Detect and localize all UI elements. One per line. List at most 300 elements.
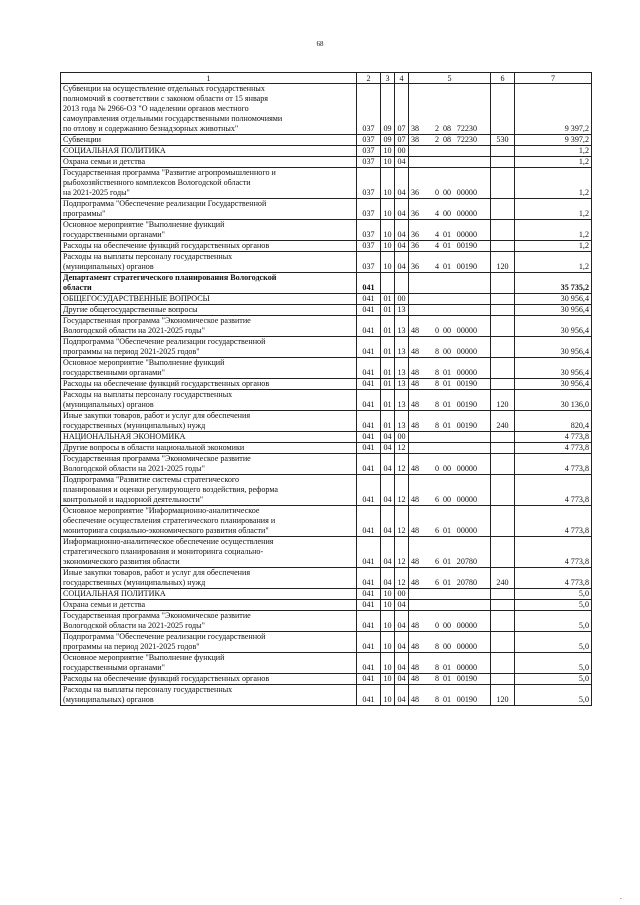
target-event: 01 [442, 578, 452, 587]
row-name-cell: СОЦИАЛЬНАЯ ПОЛИТИКА [61, 146, 357, 157]
row-rz-cell: 01 [381, 411, 395, 432]
row-ved-cell: 041 [357, 358, 381, 379]
table-row [61, 135, 592, 146]
target-program: 48 [411, 400, 420, 409]
target-program: 48 [411, 557, 420, 566]
row-sum-cell: 5,0 [515, 611, 592, 632]
target-event: 00 [442, 642, 452, 651]
row-vr-cell [491, 632, 515, 653]
table-row [61, 157, 592, 168]
row-name-cell: Основное мероприятие "Выполнение функций государственными органами" [61, 358, 357, 379]
row-ved-cell: 041 [357, 443, 381, 454]
table-row [61, 168, 592, 199]
row-ved-cell: 041 [357, 337, 381, 358]
target-event: 00 [442, 326, 452, 335]
row-rz-cell: 04 [381, 443, 395, 454]
row-pr-cell: 12 [395, 568, 409, 589]
target-subprogram: 8 [434, 368, 440, 377]
row-target-cell [409, 273, 491, 294]
row-pr-cell: 13 [395, 411, 409, 432]
target-program: 48 [411, 421, 420, 430]
target-program: 48 [411, 326, 420, 335]
row-rz-cell: 04 [381, 506, 395, 537]
target-event: 00 [442, 495, 452, 504]
row-sum-cell: 9 397,2 [515, 84, 592, 135]
target-subprogram: 6 [434, 526, 440, 535]
row-rz-cell: 04 [381, 537, 395, 568]
row-sum-cell: 5,0 [515, 674, 592, 685]
row-vr-cell [491, 379, 515, 390]
target-subprogram: 4 [434, 241, 440, 250]
row-target-cell [409, 390, 491, 411]
target-direction: 00000 [456, 495, 477, 504]
row-sum-cell: 4 773,8 [515, 537, 592, 568]
table-row [61, 316, 592, 337]
target-subprogram: 8 [434, 674, 440, 683]
row-rz-cell: 10 [381, 252, 395, 273]
target-program: 38 [411, 124, 420, 133]
row-pr-cell: 13 [395, 379, 409, 390]
row-pr-cell: 04 [395, 611, 409, 632]
row-vr-cell: 120 [491, 252, 515, 273]
row-sum-cell: 1,2 [515, 199, 592, 220]
target-direction: 00190 [456, 400, 477, 409]
row-vr-cell [491, 611, 515, 632]
row-vr-cell: 120 [491, 390, 515, 411]
target-program: 48 [411, 642, 420, 651]
row-vr-cell [491, 537, 515, 568]
row-pr-cell: 04 [395, 600, 409, 611]
row-vr-cell [491, 146, 515, 157]
row-pr-cell: 00 [395, 432, 409, 443]
row-target-cell [409, 443, 491, 454]
row-name-cell: СОЦИАЛЬНАЯ ПОЛИТИКА [61, 589, 357, 600]
row-sum-cell: 1,2 [515, 252, 592, 273]
target-event: 01 [442, 400, 452, 409]
target-event: 01 [442, 695, 452, 704]
target-program: 48 [411, 695, 420, 704]
row-ved-cell: 041 [357, 611, 381, 632]
row-name-cell: Расходы на обеспечение функций государственных органов [61, 674, 357, 685]
row-ved-cell: 041 [357, 411, 381, 432]
target-event: 01 [442, 230, 452, 239]
row-target-cell [409, 294, 491, 305]
table-row [61, 411, 592, 432]
target-direction: 00000 [456, 347, 477, 356]
row-sum-cell: 1,2 [515, 146, 592, 157]
row-sum-cell: 5,0 [515, 589, 592, 600]
row-name-cell: Государственная программа "Экономическое развитие Вологодской области на 2021-2025 годы" [61, 611, 357, 632]
header-col-vr: 6 [491, 73, 515, 84]
row-target-cell [409, 252, 491, 273]
header-col-target: 5 [409, 73, 491, 84]
row-pr-cell [395, 273, 409, 294]
row-target-cell [409, 632, 491, 653]
row-pr-cell: 04 [395, 168, 409, 199]
row-pr-cell: 00 [395, 589, 409, 600]
target-program: 38 [411, 135, 420, 144]
header-col-sum: 7 [515, 73, 592, 84]
row-vr-cell [491, 600, 515, 611]
table-row [61, 273, 592, 294]
row-pr-cell: 04 [395, 252, 409, 273]
row-vr-cell [491, 443, 515, 454]
row-vr-cell [491, 316, 515, 337]
row-vr-cell: 530 [491, 135, 515, 146]
row-ved-cell: 041 [357, 632, 381, 653]
row-rz-cell: 01 [381, 379, 395, 390]
row-rz-cell: 10 [381, 157, 395, 168]
table-row [61, 432, 592, 443]
row-name-cell: Государственная программа "Экономическое развитие Вологодской области на 2021-2025 годы" [61, 316, 357, 337]
row-rz-cell: 10 [381, 241, 395, 252]
target-event: 01 [442, 557, 452, 566]
row-rz-cell: 10 [381, 600, 395, 611]
row-target-cell [409, 135, 491, 146]
row-ved-cell: 041 [357, 432, 381, 443]
target-event: 00 [442, 464, 452, 473]
row-name-cell: Охрана семьи и детства [61, 600, 357, 611]
row-vr-cell [491, 241, 515, 252]
row-rz-cell: 10 [381, 168, 395, 199]
row-name-cell: Подпрограмма "Обеспечение реализации государственной программы на период 2021-2025 годов" [61, 337, 357, 358]
row-rz-cell: 01 [381, 316, 395, 337]
row-rz-cell: 01 [381, 294, 395, 305]
row-sum-cell: 1,2 [515, 241, 592, 252]
target-program: 36 [411, 209, 420, 218]
table-row [61, 252, 592, 273]
row-rz-cell: 01 [381, 358, 395, 379]
row-name-cell: Подпрограмма "Развитие системы стратегического планирования и оценки регулирующего воздействия, реформа контрольной и надзорной деятельности" [61, 475, 357, 506]
row-target-cell [409, 432, 491, 443]
row-sum-cell: 1,2 [515, 220, 592, 241]
row-target-cell [409, 337, 491, 358]
row-pr-cell: 12 [395, 443, 409, 454]
row-sum-cell: 5,0 [515, 653, 592, 674]
row-ved-cell: 041 [357, 390, 381, 411]
target-subprogram: 0 [434, 621, 440, 630]
target-program: 36 [411, 188, 420, 197]
target-subprogram: 8 [434, 421, 440, 430]
row-name-cell: Основное мероприятие "Выполнение функций государственными органами" [61, 220, 357, 241]
row-ved-cell: 037 [357, 168, 381, 199]
row-ved-cell: 037 [357, 146, 381, 157]
row-vr-cell: 240 [491, 568, 515, 589]
table-row [61, 568, 592, 589]
target-program: 48 [411, 663, 420, 672]
row-name-cell: Основное мероприятие "Выполнение функций государственными органами" [61, 653, 357, 674]
target-direction: 00000 [456, 464, 477, 473]
row-pr-cell: 12 [395, 454, 409, 475]
row-name-cell: Субвенции [61, 135, 357, 146]
row-rz-cell: 01 [381, 337, 395, 358]
row-target-cell [409, 411, 491, 432]
target-direction: 00190 [456, 262, 477, 271]
page-number: 68 [316, 40, 324, 48]
row-rz-cell: 01 [381, 305, 395, 316]
target-subprogram: 2 [434, 135, 440, 144]
row-vr-cell [491, 432, 515, 443]
row-rz-cell: 10 [381, 674, 395, 685]
row-name-cell: Другие вопросы в области национальной экономики [61, 443, 357, 454]
budget-table [60, 72, 592, 706]
row-sum-cell: 30 956,4 [515, 337, 592, 358]
table-row [61, 589, 592, 600]
row-target-cell [409, 454, 491, 475]
table-row [61, 653, 592, 674]
target-event: 01 [442, 379, 452, 388]
row-target-cell [409, 611, 491, 632]
row-target-cell [409, 199, 491, 220]
header-col-name: 1 [61, 73, 357, 84]
row-rz-cell: 09 [381, 84, 395, 135]
target-direction: 00190 [456, 241, 477, 250]
row-ved-cell: 041 [357, 674, 381, 685]
row-rz-cell: 10 [381, 611, 395, 632]
table-row [61, 674, 592, 685]
table-row [61, 611, 592, 632]
row-name-cell: НАЦИОНАЛЬНАЯ ЭКОНОМИКА [61, 432, 357, 443]
target-event: 01 [442, 262, 452, 271]
target-event: 01 [442, 674, 452, 683]
row-sum-cell: 30 956,4 [515, 316, 592, 337]
row-target-cell [409, 589, 491, 600]
row-rz-cell [381, 273, 395, 294]
target-program: 48 [411, 368, 420, 377]
row-vr-cell [491, 589, 515, 600]
target-event: 00 [442, 209, 452, 218]
row-rz-cell: 10 [381, 199, 395, 220]
row-sum-cell: 4 773,8 [515, 443, 592, 454]
row-pr-cell: 04 [395, 157, 409, 168]
row-sum-cell: 4 773,8 [515, 432, 592, 443]
row-sum-cell: 5,0 [515, 600, 592, 611]
row-sum-cell: 30 956,4 [515, 294, 592, 305]
target-subprogram: 8 [434, 379, 440, 388]
target-direction: 00000 [456, 188, 477, 197]
row-vr-cell [491, 506, 515, 537]
target-direction: 00190 [456, 379, 477, 388]
target-direction: 00000 [456, 209, 477, 218]
row-name-cell: Основное мероприятие "Информационно-аналитическое обеспечение осуществления стратегического планирования и мониторинга социально-экономического развития области" [61, 506, 357, 537]
table-row [61, 685, 592, 706]
target-subprogram: 0 [434, 188, 440, 197]
row-target-cell [409, 358, 491, 379]
footer-mark: . [620, 893, 622, 901]
row-ved-cell: 041 [357, 294, 381, 305]
row-pr-cell: 04 [395, 632, 409, 653]
row-vr-cell: 120 [491, 685, 515, 706]
row-pr-cell: 12 [395, 475, 409, 506]
row-vr-cell [491, 220, 515, 241]
table-row [61, 537, 592, 568]
row-rz-cell: 10 [381, 685, 395, 706]
row-ved-cell: 037 [357, 199, 381, 220]
row-pr-cell: 13 [395, 316, 409, 337]
row-target-cell [409, 475, 491, 506]
target-subprogram: 4 [434, 209, 440, 218]
row-name-cell: Государственная программа "Развитие агропромышленного и рыбохозяйственного комплексов Вологодской области на 2021-2025 годы" [61, 168, 357, 199]
row-sum-cell: 35 735,2 [515, 273, 592, 294]
table-row [61, 600, 592, 611]
row-target-cell [409, 674, 491, 685]
row-target-cell [409, 157, 491, 168]
row-ved-cell: 041 [357, 316, 381, 337]
row-name-cell: Другие общегосударственные вопросы [61, 305, 357, 316]
row-name-cell: Расходы на обеспечение функций государственных органов [61, 379, 357, 390]
table-row [61, 506, 592, 537]
row-ved-cell: 041 [357, 273, 381, 294]
table-row [61, 220, 592, 241]
row-rz-cell: 10 [381, 589, 395, 600]
target-program: 36 [411, 241, 420, 250]
row-vr-cell [491, 273, 515, 294]
row-pr-cell: 13 [395, 305, 409, 316]
target-subprogram: 6 [434, 578, 440, 587]
row-vr-cell [491, 157, 515, 168]
table-row [61, 146, 592, 157]
row-ved-cell: 037 [357, 157, 381, 168]
row-sum-cell: 30 956,4 [515, 379, 592, 390]
row-target-cell [409, 653, 491, 674]
table-row [61, 294, 592, 305]
target-program: 48 [411, 578, 420, 587]
row-sum-cell: 5,0 [515, 685, 592, 706]
target-direction: 00000 [456, 621, 477, 630]
row-ved-cell: 041 [357, 568, 381, 589]
row-name-cell: Расходы на выплаты персоналу государственных (муниципальных) органов [61, 252, 357, 273]
row-ved-cell: 041 [357, 379, 381, 390]
row-sum-cell: 1,2 [515, 168, 592, 199]
row-vr-cell [491, 84, 515, 135]
table-row [61, 199, 592, 220]
target-subprogram: 8 [434, 695, 440, 704]
row-ved-cell: 041 [357, 454, 381, 475]
row-ved-cell: 041 [357, 589, 381, 600]
row-pr-cell: 04 [395, 241, 409, 252]
row-target-cell [409, 379, 491, 390]
row-sum-cell: 4 773,8 [515, 568, 592, 589]
row-name-cell: Расходы на выплаты персоналу государственных (муниципальных) органов [61, 390, 357, 411]
row-pr-cell: 04 [395, 674, 409, 685]
target-program: 48 [411, 379, 420, 388]
row-rz-cell: 09 [381, 135, 395, 146]
row-target-cell [409, 305, 491, 316]
row-ved-cell: 041 [357, 506, 381, 537]
header-col-pr: 4 [395, 73, 409, 84]
target-program: 48 [411, 495, 420, 504]
target-program: 36 [411, 262, 420, 271]
row-target-cell [409, 685, 491, 706]
row-rz-cell: 10 [381, 220, 395, 241]
table-row [61, 443, 592, 454]
target-subprogram: 6 [434, 557, 440, 566]
target-direction: 00000 [456, 663, 477, 672]
target-subprogram: 0 [434, 464, 440, 473]
row-pr-cell: 07 [395, 84, 409, 135]
row-vr-cell [491, 454, 515, 475]
row-ved-cell: 037 [357, 84, 381, 135]
row-rz-cell: 04 [381, 475, 395, 506]
row-rz-cell: 01 [381, 390, 395, 411]
target-event: 01 [442, 368, 452, 377]
row-vr-cell [491, 475, 515, 506]
row-target-cell [409, 537, 491, 568]
header-row [61, 73, 592, 84]
row-ved-cell: 041 [357, 685, 381, 706]
row-vr-cell [491, 337, 515, 358]
row-target-cell [409, 568, 491, 589]
target-subprogram: 0 [434, 326, 440, 335]
row-vr-cell [491, 358, 515, 379]
target-subprogram: 8 [434, 400, 440, 409]
target-subprogram: 2 [434, 124, 440, 133]
target-event: 00 [442, 621, 452, 630]
table-row [61, 84, 592, 135]
target-subprogram: 8 [434, 663, 440, 672]
target-event: 08 [442, 135, 452, 144]
target-subprogram: 6 [434, 495, 440, 504]
target-event: 00 [442, 347, 452, 356]
target-event: 01 [442, 421, 452, 430]
target-direction: 00190 [456, 421, 477, 430]
row-ved-cell: 041 [357, 475, 381, 506]
target-direction: 00190 [456, 674, 477, 683]
row-sum-cell: 4 773,8 [515, 506, 592, 537]
row-name-cell: Информационно-аналитическое обеспечение осуществления стратегического планирования и мониторинга социально- экономического развития области [61, 537, 357, 568]
row-sum-cell: 4 773,8 [515, 475, 592, 506]
target-subprogram: 4 [434, 262, 440, 271]
row-sum-cell: 30 136,0 [515, 390, 592, 411]
target-direction: 20780 [456, 578, 477, 587]
target-direction: 00190 [456, 695, 477, 704]
table-row [61, 632, 592, 653]
row-name-cell: Подпрограмма "Обеспечение реализации Государственной программы" [61, 199, 357, 220]
table-row [61, 358, 592, 379]
row-ved-cell: 041 [357, 600, 381, 611]
row-vr-cell [491, 168, 515, 199]
row-pr-cell: 13 [395, 390, 409, 411]
row-sum-cell: 30 956,4 [515, 358, 592, 379]
target-event: 00 [442, 188, 452, 197]
row-ved-cell: 037 [357, 252, 381, 273]
target-direction: 00000 [456, 326, 477, 335]
target-direction: 00000 [456, 368, 477, 377]
row-ved-cell: 037 [357, 135, 381, 146]
target-direction: 00000 [456, 642, 477, 651]
row-name-cell: Расходы на обеспечение функций государственных органов [61, 241, 357, 252]
target-event: 01 [442, 663, 452, 672]
row-pr-cell: 04 [395, 685, 409, 706]
row-sum-cell: 30 956,4 [515, 305, 592, 316]
target-direction: 00000 [456, 526, 477, 535]
row-pr-cell: 12 [395, 506, 409, 537]
row-name-cell: Департамент стратегического планирования Вологодской области [61, 273, 357, 294]
row-ved-cell: 041 [357, 537, 381, 568]
row-ved-cell: 041 [357, 653, 381, 674]
row-vr-cell [491, 199, 515, 220]
table-row [61, 305, 592, 316]
row-name-cell: Иные закупки товаров, работ и услуг для обеспечения государственных (муниципальных) нужд [61, 568, 357, 589]
row-target-cell [409, 600, 491, 611]
row-vr-cell [491, 674, 515, 685]
row-sum-cell: 4 773,8 [515, 454, 592, 475]
row-vr-cell [491, 653, 515, 674]
row-target-cell [409, 316, 491, 337]
row-vr-cell: 240 [491, 411, 515, 432]
target-program: 48 [411, 621, 420, 630]
row-name-cell: Иные закупки товаров, работ и услуг для обеспечения государственных (муниципальных) нужд [61, 411, 357, 432]
